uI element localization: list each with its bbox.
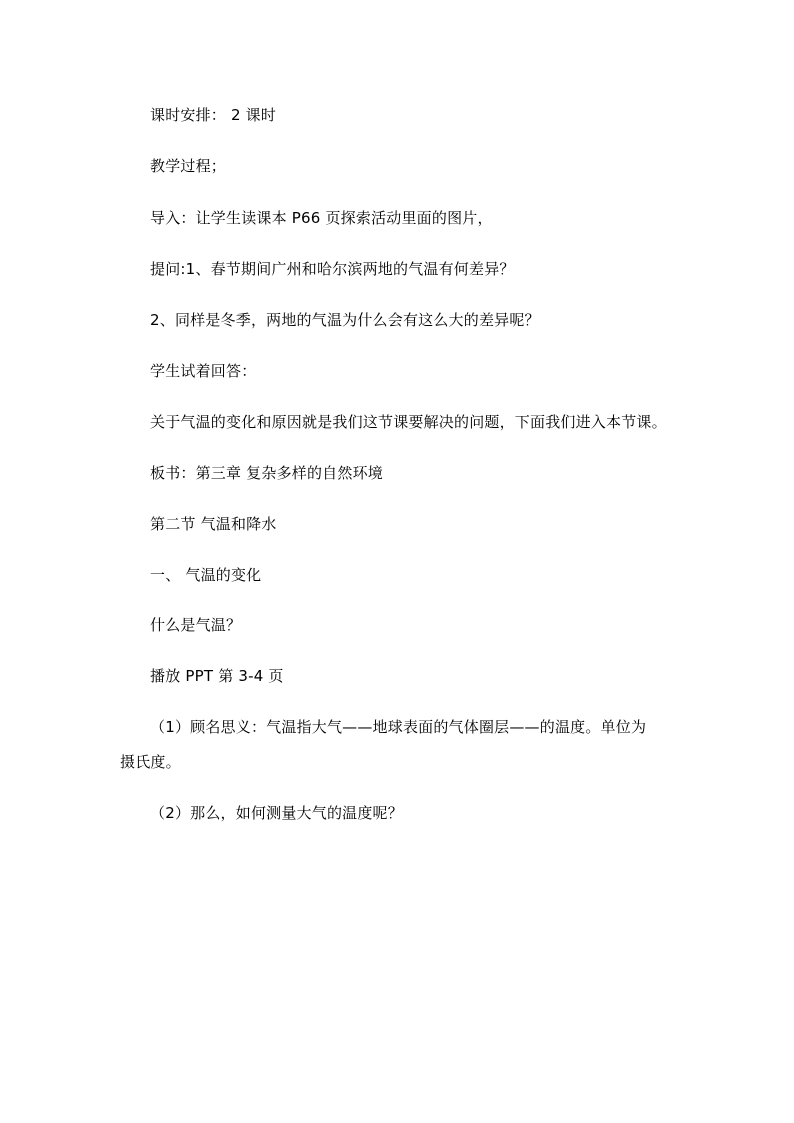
student-answer-line: 学生试着回答：	[150, 362, 257, 380]
definition-line: （1）顾名思义：气温指大气——地球表面的气体圈层——的温度。单位为	[150, 718, 647, 736]
section-title-line: 第二节 气温和降水	[150, 515, 277, 533]
question-2-line: 2、同样是冬季，两地的气温为什么会有这么大的差异呢？	[150, 311, 540, 329]
teaching-process-heading: 教学过程；	[150, 157, 227, 175]
board-chapter-line: 板书：第三章 复杂多样的自然环境	[150, 464, 383, 482]
subsection-title-line: 一、 气温的变化	[150, 566, 262, 584]
lesson-transition-line: 关于气温的变化和原因就是我们这节课要解决的问题，下面我们进入本节课。	[150, 413, 667, 431]
class-hours-line: 课时安排： 2 课时	[150, 106, 277, 124]
definition-continuation-line: 摄氏度。	[120, 753, 181, 771]
what-is-temperature-line: 什么是气温？	[150, 616, 242, 634]
introduction-line: 导入：让学生读课本 P66 页探索活动里面的图片，	[150, 209, 493, 227]
measurement-question-line: （2）那么，如何测量大气的温度呢？	[150, 804, 403, 822]
play-ppt-line: 播放 PPT 第 3-4 页	[150, 667, 284, 685]
question-1-line: 提问:1、春节期间广州和哈尔滨两地的气温有何差异？	[150, 260, 515, 278]
